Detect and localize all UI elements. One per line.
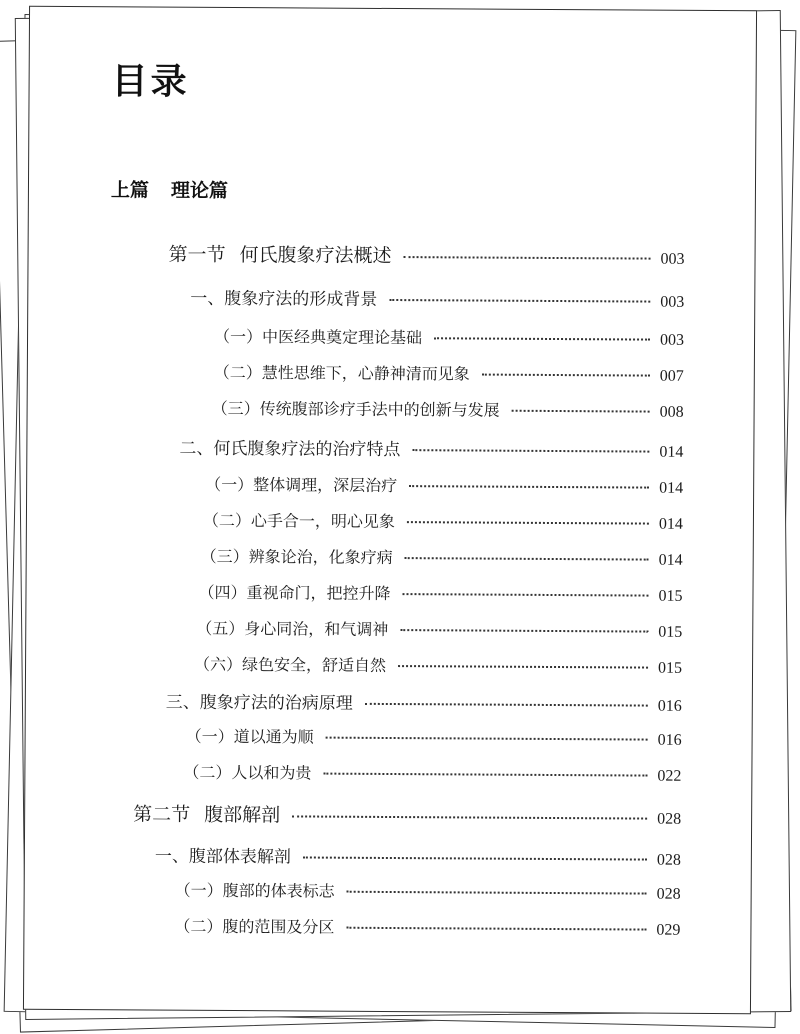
dot-leader bbox=[323, 773, 647, 777]
section-number: 第一节 bbox=[168, 243, 226, 266]
page-number: 022 bbox=[657, 767, 682, 785]
page-number: 003 bbox=[660, 293, 685, 311]
section-title: 何氏腹象疗法概述 bbox=[239, 244, 392, 268]
entry-label: （二）人以和为贵 bbox=[183, 762, 312, 783]
toc-title: 目录 bbox=[111, 61, 190, 103]
toc-entry-sub[interactable] bbox=[155, 842, 681, 870]
toc-entry-item[interactable] bbox=[214, 360, 684, 386]
toc-entry-item[interactable] bbox=[201, 544, 683, 570]
entry-label: （一）中医经典奠定理论基础 bbox=[213, 326, 423, 348]
toc-entry-item[interactable] bbox=[214, 324, 684, 350]
page-number: 029 bbox=[656, 921, 681, 939]
dot-leader bbox=[404, 256, 651, 260]
dot-leader bbox=[407, 521, 649, 524]
entry-label bbox=[133, 799, 280, 827]
page-number: 016 bbox=[657, 731, 682, 749]
page-number: 014 bbox=[658, 515, 683, 533]
toc-entry-item[interactable] bbox=[203, 508, 683, 534]
entry-label: （二）慧性思维下，心静神清而见象 bbox=[213, 362, 470, 384]
page-number: 003 bbox=[659, 331, 685, 349]
page-number: 014 bbox=[659, 443, 684, 461]
toc-entry-item[interactable] bbox=[196, 616, 682, 642]
section-number: 第二节 bbox=[133, 803, 191, 826]
toc-entry-item[interactable] bbox=[205, 472, 683, 498]
entry-label: （二）心手合一，明心见象 bbox=[202, 510, 396, 532]
entry-label: （四）重视命门，把控升降 bbox=[198, 582, 391, 604]
toc-entry-item[interactable] bbox=[174, 914, 680, 940]
dot-leader bbox=[347, 891, 647, 895]
toc-entry-sub[interactable] bbox=[190, 284, 684, 312]
toc-entry-section-1[interactable] bbox=[168, 240, 684, 270]
page-number: 015 bbox=[657, 659, 683, 677]
page-number: 007 bbox=[659, 367, 684, 385]
dot-leader bbox=[405, 557, 649, 560]
dot-leader bbox=[400, 629, 648, 633]
entry-label: （三）辨象论治，化象疗病 bbox=[200, 546, 393, 568]
toc-entry-sub[interactable] bbox=[166, 688, 682, 716]
dot-leader bbox=[292, 815, 647, 819]
page-number: 014 bbox=[659, 479, 684, 497]
page-number: 015 bbox=[658, 587, 683, 605]
toc-entry-item[interactable] bbox=[194, 652, 682, 678]
toc-entry-item[interactable] bbox=[186, 724, 682, 750]
toc-entry-item[interactable] bbox=[175, 878, 681, 904]
entry-label: （一）腹部的体表标志 bbox=[174, 880, 335, 901]
entry-label: （一）整体调理，深层治疗 bbox=[205, 474, 398, 496]
part-heading bbox=[111, 175, 228, 203]
entry-label: （六）绿色安全，舒适自然 bbox=[193, 654, 387, 675]
dot-leader bbox=[434, 337, 650, 340]
page-number: 014 bbox=[658, 551, 683, 569]
dot-leader bbox=[402, 593, 648, 597]
dot-leader bbox=[512, 410, 650, 413]
toc-entry-item[interactable] bbox=[212, 396, 684, 422]
page-number: 028 bbox=[657, 810, 682, 828]
dot-leader bbox=[398, 665, 648, 669]
entry-label: 二、何氏腹象疗法的治疗特点 bbox=[179, 438, 401, 461]
page-number: 015 bbox=[658, 623, 683, 641]
entry-label: 三、腹象疗法的治病原理 bbox=[165, 692, 353, 714]
dot-leader bbox=[303, 856, 647, 860]
section-title: 腹部解剖 bbox=[204, 803, 281, 827]
toc-entry-item[interactable] bbox=[183, 760, 681, 786]
dot-leader bbox=[346, 927, 646, 931]
dot-leader bbox=[326, 737, 648, 741]
toc-entry-sub[interactable] bbox=[179, 434, 683, 462]
entry-label: 一、腹象疗法的形成背景 bbox=[190, 288, 378, 310]
toc-entry-section-2[interactable] bbox=[133, 799, 681, 829]
page-number: 028 bbox=[656, 885, 681, 903]
entry-label: （三）传统腹部诊疗手法中的创新与发展 bbox=[211, 398, 500, 420]
dot-leader bbox=[409, 485, 649, 488]
page-number: 028 bbox=[656, 851, 681, 869]
part-title: 理论篇 bbox=[170, 179, 229, 203]
dot-leader bbox=[365, 703, 648, 707]
entry-label: （二）腹的范围及分区 bbox=[174, 916, 335, 937]
page-number: 008 bbox=[659, 403, 684, 421]
part-name: 上篇 bbox=[110, 179, 150, 202]
toc-entry-item[interactable] bbox=[198, 580, 682, 606]
entry-label: 一、腹部体表解剖 bbox=[154, 846, 291, 868]
page-number: 003 bbox=[660, 250, 685, 268]
dot-leader bbox=[412, 449, 649, 452]
page-number: 016 bbox=[657, 697, 682, 715]
entry-label bbox=[168, 240, 391, 268]
entry-label: （五）身心同治，和气调神 bbox=[196, 618, 389, 639]
toc-page bbox=[23, 6, 757, 1014]
entry-label: （一）道以通为顺 bbox=[185, 726, 314, 747]
dot-leader bbox=[482, 374, 650, 377]
dot-leader bbox=[389, 299, 650, 303]
